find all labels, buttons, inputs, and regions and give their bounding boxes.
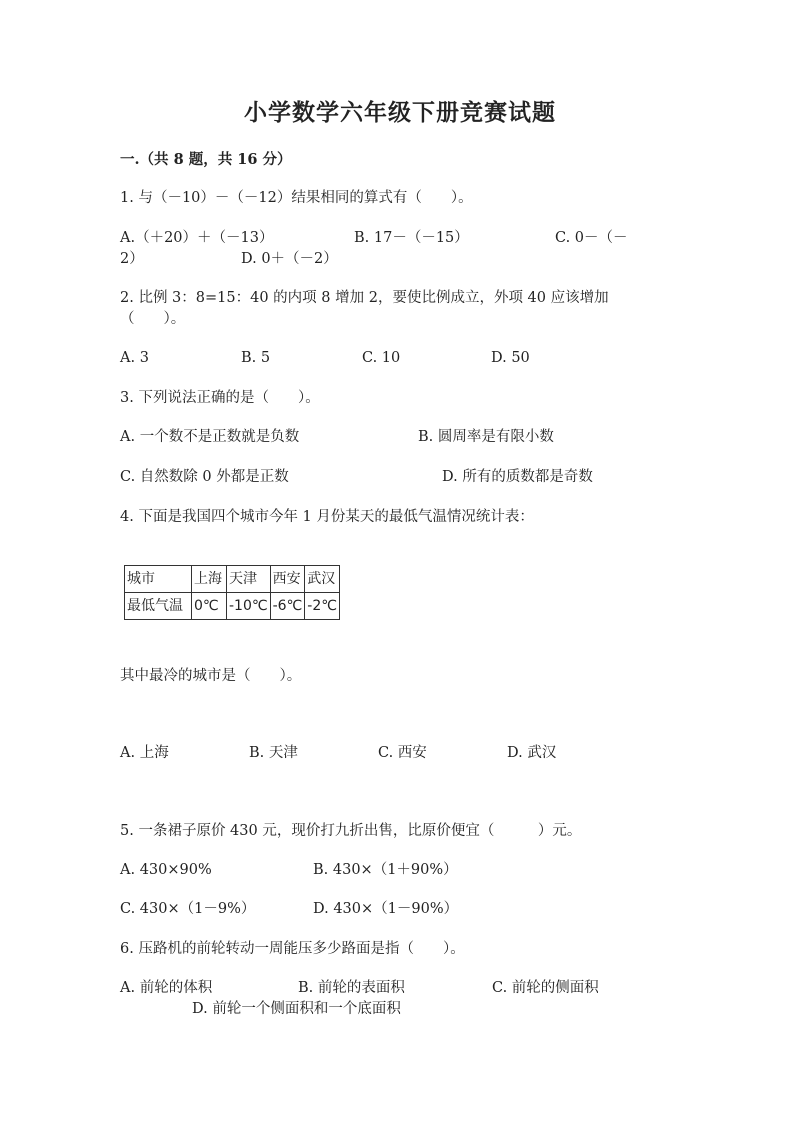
question-6-option-c: C. 前轮的侧面积: [492, 980, 599, 996]
table-cell: 城市: [125, 566, 192, 593]
question-2-option-d: D. 50: [491, 350, 530, 366]
question-3-option-c: C. 自然数除 0 外都是正数: [120, 469, 289, 485]
temperature-table: [124, 565, 340, 620]
question-2-option-b: B. 5: [241, 350, 271, 366]
question-6-option-d: D. 前轮一个侧面积和一个底面积: [192, 1001, 401, 1017]
question-1-option-c: C. 0－（－: [555, 230, 628, 246]
question-2-option-c: C. 10: [362, 350, 401, 366]
table-cell: 最低气温: [125, 593, 192, 620]
table-cell: -10℃: [227, 593, 271, 620]
question-6-stem: 6. 压路机的前轮转动一周能压多少路面是指（ ）。: [120, 941, 465, 957]
page-title: 小学数学六年级下册竞赛试题: [244, 99, 556, 126]
question-6-option-a: A. 前轮的体积: [120, 980, 213, 996]
question-3-option-a: A. 一个数不是正数就是负数: [120, 429, 300, 445]
table-cell: 上海: [192, 566, 227, 593]
table-cell: -2℃: [305, 593, 340, 620]
table-cell: 西安: [270, 566, 305, 593]
table-row: [125, 593, 340, 620]
question-4-option-b: B. 天津: [249, 745, 298, 761]
question-2-stem-continued: （ ）。: [120, 311, 186, 327]
question-5-option-a: A. 430×90%: [120, 862, 212, 878]
question-4-follow-up: 其中最冷的城市是（ ）。: [120, 668, 302, 684]
question-4-option-a: A. 上海: [120, 745, 169, 761]
question-1-option-b: B. 17－（－15）: [354, 230, 469, 246]
table-cell: -6℃: [270, 593, 305, 620]
question-1-stem: 1. 与（－10）－（－12）结果相同的算式有（ ）。: [120, 190, 473, 206]
question-2-option-a: A. 3: [120, 350, 149, 366]
question-1-option-c-continued: 2）: [120, 251, 144, 267]
question-3-option-d: D. 所有的质数都是奇数: [442, 469, 593, 485]
question-5-option-b: B. 430×（1＋90%）: [313, 862, 458, 878]
question-3-option-b: B. 圆周率是有限小数: [418, 429, 554, 445]
question-1-option-a: A.（＋20）＋（－13）: [120, 230, 274, 246]
question-2-stem: 2. 比例 3：8=15：40 的内项 8 增加 2，要使比例成立，外项 40 应该增加: [120, 290, 609, 306]
table-cell: 0℃: [192, 593, 227, 620]
question-4-option-d: D. 武汉: [507, 745, 557, 761]
question-4-stem: 4. 下面是我国四个城市今年 1 月份某天的最低气温情况统计表：: [120, 509, 534, 525]
question-6-option-b: B. 前轮的表面积: [298, 980, 405, 996]
question-3-stem: 3. 下列说法正确的是（ ）。: [120, 390, 320, 406]
question-5-stem: 5. 一条裙子原价 430 元，现价打九折出售，比原价便宜（ ）元。: [120, 823, 582, 839]
table-cell: 天津: [227, 566, 271, 593]
question-4-option-c: C. 西安: [378, 745, 427, 761]
section-heading: 一.（共 8 题，共 16 分）: [120, 151, 292, 168]
table-cell: 武汉: [305, 566, 340, 593]
question-5-option-d: D. 430×（1－90%）: [313, 901, 459, 917]
question-1-option-d: D. 0＋（－2）: [241, 251, 338, 267]
question-5-option-c: C. 430×（1－9%）: [120, 901, 256, 917]
table-row: [125, 566, 340, 593]
